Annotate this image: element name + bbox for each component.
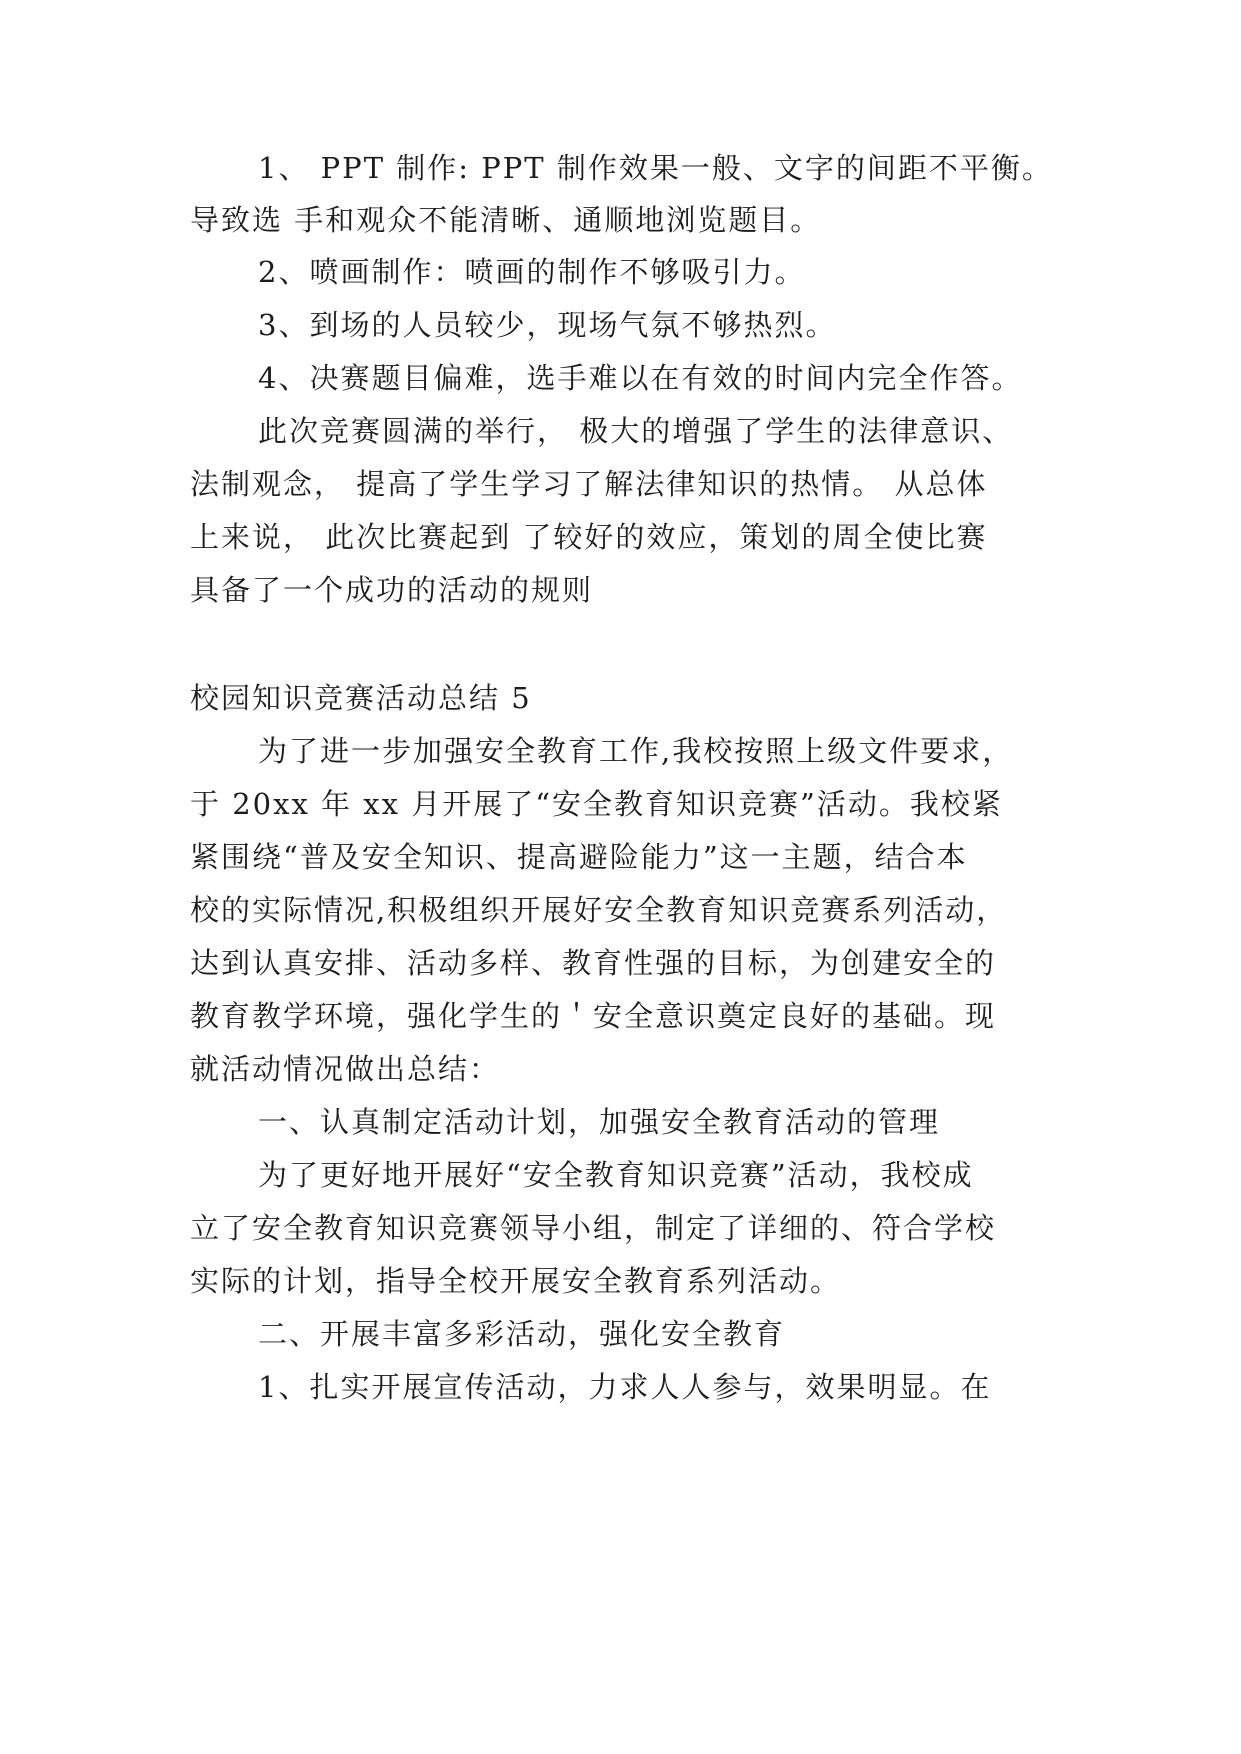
text-line: 于 20xx 年 xx 月开展了“安全教育知识竞赛”活动。我校紧: [190, 787, 1003, 821]
text-line: 校的实际情况,积极组织开展好安全教育知识竞赛系列活动，: [190, 893, 1008, 927]
text-line: 具备了一个成功的活动的规则: [190, 573, 594, 607]
subheading: 二、开展丰富多彩活动，强化安全教育: [258, 1317, 786, 1351]
text-line: 1、扎实开展宣传活动，力求人人参与，效果明显。在: [258, 1370, 992, 1404]
text-line: 就活动情况做出总结：: [190, 1052, 501, 1086]
text-line: 紧围绕“普及安全知识、提高避险能力”这一主题，结合本: [190, 840, 968, 874]
section-heading: 校园知识竞赛活动总结 5: [190, 681, 532, 715]
text-line: 教育教学环境，强化学生的＇安全意识奠定良好的基础。现: [190, 999, 997, 1033]
text-line: 达到认真安排、活动多样、教育性强的目标，为创建安全的: [190, 946, 997, 980]
text-line: 实际的计划，指导全校开展安全教育系列活动。: [190, 1264, 842, 1298]
text-line: 为了进一步加强安全教育工作,我校按照上级文件要求，: [258, 734, 1014, 768]
text-line: 法制观念， 提高了学生学习了解法律知识的热情。 从总体: [190, 467, 988, 501]
text-line: 4、决赛题目偏难，选手难以在有效的时间内完全作答。: [258, 361, 1023, 395]
text-line: 上来说， 此次比赛起到 了较好的效应，策划的周全使比赛: [190, 520, 988, 554]
text-line: 2、喷画制作：喷画的制作不够吸引力。: [258, 255, 806, 289]
text-line: 3、到场的人员较少，现场气氛不够热烈。: [258, 308, 837, 342]
text-line: 1、 PPT 制作: PPT 制作效果一般、文字的间距不平衡。: [258, 151, 1053, 185]
text-line: 为了更好地开展好“安全教育知识竞赛”活动，我校成: [258, 1158, 974, 1192]
text-line: 此次竞赛圆满的举行， 极大的增强了学生的法律意识、: [258, 414, 1014, 448]
text-line: 立了安全教育知识竞赛领导小组，制定了详细的、符合学校: [190, 1211, 997, 1245]
subheading: 一、认真制定活动计划，加强安全教育活动的管理: [258, 1105, 941, 1139]
text-line: 导致选 手和观众不能清晰、通顺地浏览题目。: [190, 203, 822, 237]
